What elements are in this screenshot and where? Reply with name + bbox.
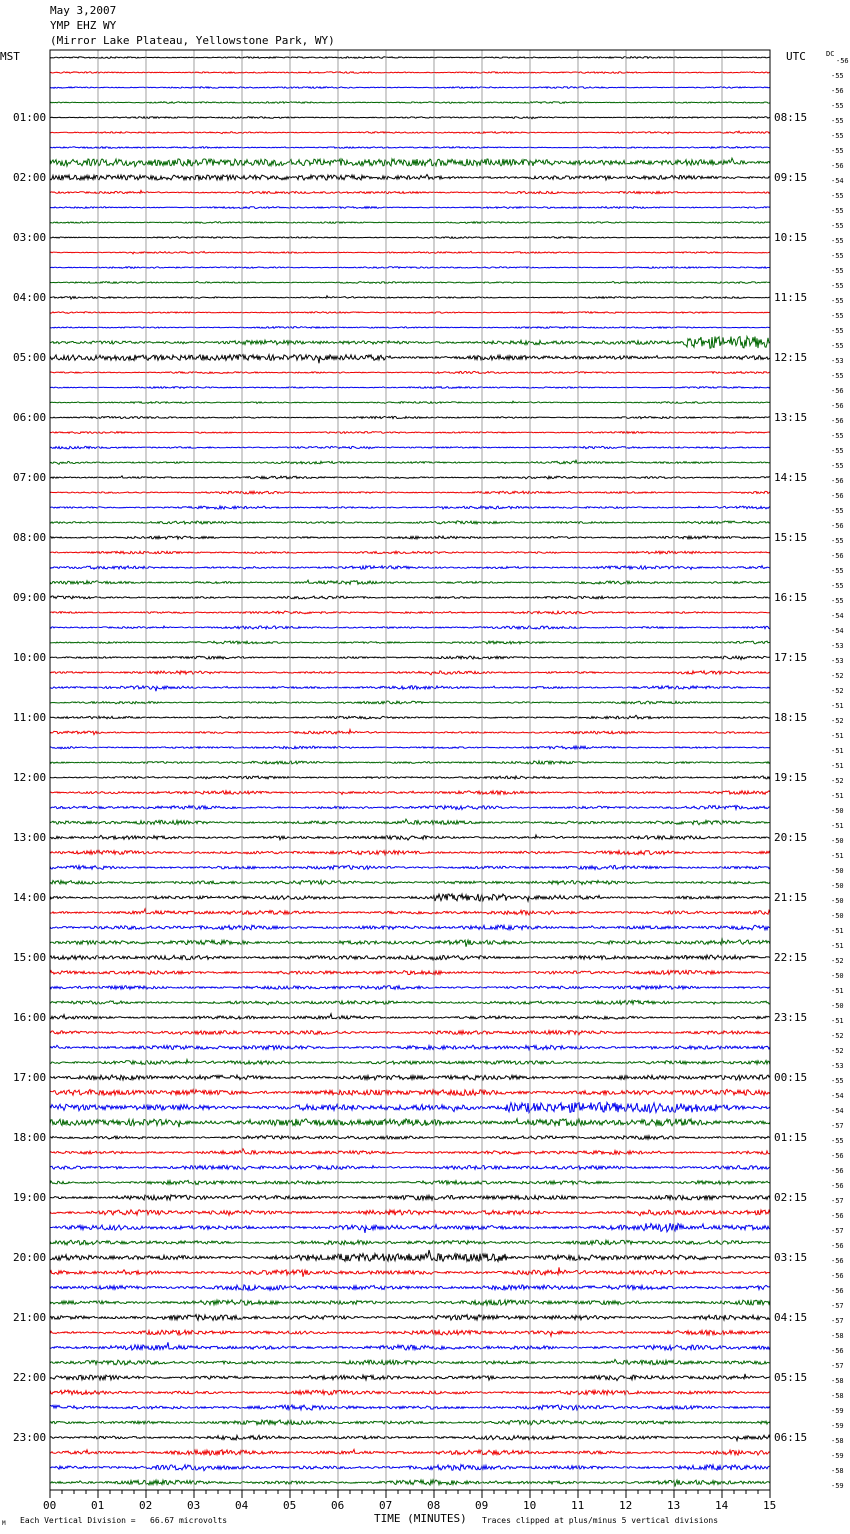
trace-18 <box>50 327 770 329</box>
trace-62 <box>50 986 770 990</box>
dc-offset-label: -51 <box>831 731 844 740</box>
left-time-label: 09:00 <box>13 590 47 604</box>
dc-offset-label: -57 <box>831 1226 844 1235</box>
dc-offset-label: -55 <box>831 446 844 455</box>
x-axis-ticks <box>50 1490 770 1498</box>
x-axis-label: TIME (MINUTES) <box>374 1512 467 1525</box>
right-time-label: 23:15 <box>774 1010 808 1024</box>
left-time-label: 19:00 <box>13 1190 47 1204</box>
right-time-label: 21:15 <box>774 890 808 904</box>
x-tick-label: 12 <box>619 1499 633 1512</box>
x-tick-label: 01 <box>91 1499 105 1512</box>
dc-offset-label: -54 <box>831 611 844 620</box>
dc-offset-label: -55 <box>831 101 844 110</box>
dc-offset-label: -55 <box>831 236 844 245</box>
dc-offset-label: -54 <box>831 1106 844 1115</box>
trace-21 <box>50 371 770 373</box>
trace-58 <box>50 925 770 930</box>
header-date: May 3,2007 <box>50 4 117 17</box>
right-time-label: 20:15 <box>774 830 808 844</box>
trace-46 <box>50 746 770 749</box>
dc-offset-label: -55 <box>831 296 844 305</box>
left-time-label: 22:00 <box>13 1370 47 1384</box>
dc-offset-label: -59 <box>831 1481 844 1490</box>
left-time-label: 16:00 <box>13 1010 47 1024</box>
seismic-traces <box>50 57 770 1487</box>
trace-16 <box>50 296 770 299</box>
dc-offset-label: -57 <box>831 1316 844 1325</box>
dc-offset-label: -50 <box>831 896 844 905</box>
left-time-label: 05:00 <box>13 350 47 364</box>
dc-offset-label: -55 <box>831 371 844 380</box>
dc-offset-label: -55 <box>831 326 844 335</box>
right-time-label: 12:15 <box>774 350 808 364</box>
right-time-label: 11:15 <box>774 290 808 304</box>
dc-offset-label: -56 <box>831 1241 844 1250</box>
left-time-label: 15:00 <box>13 950 47 964</box>
dc-offset-label: -50 <box>831 1001 844 1010</box>
dc-offset-label: -50 <box>831 881 844 890</box>
x-tick-label: 15 <box>763 1499 777 1512</box>
dc-offset-label: -59 <box>831 1406 844 1415</box>
dc-offset-label: -52 <box>831 716 844 725</box>
left-time-label: 02:00 <box>13 170 47 184</box>
scale-note: Each Vertical Division = 66.67 microvolts <box>20 1516 228 1525</box>
dc-offset-label: -52 <box>831 1031 844 1040</box>
trace-94 <box>50 1465 770 1471</box>
dc-offset-label: -56 <box>831 1166 844 1175</box>
right-time-label: 19:15 <box>774 770 808 784</box>
trace-51 <box>50 819 770 825</box>
left-time-label: 01:00 <box>13 110 47 124</box>
trace-80 <box>50 1250 770 1261</box>
minute-gridlines <box>98 50 722 1490</box>
dc-offset-label: -51 <box>831 986 844 995</box>
left-time-label: 07:00 <box>13 470 47 484</box>
trace-85 <box>50 1330 770 1336</box>
trace-75 <box>50 1180 770 1184</box>
dc-offset-label: -58 <box>831 1376 844 1385</box>
dc-offset-label: -52 <box>831 1046 844 1055</box>
trace-90 <box>50 1405 770 1410</box>
trace-67 <box>50 1060 770 1065</box>
trace-73 <box>50 1149 770 1155</box>
dc-offset-label: -56 <box>831 1286 844 1295</box>
trace-59 <box>50 938 770 947</box>
trace-82 <box>50 1285 770 1290</box>
trace-60 <box>50 955 770 960</box>
x-tick-label: 00 <box>43 1499 57 1512</box>
dc-offset-label: -55 <box>831 251 844 260</box>
right-time-label: 16:15 <box>774 590 808 604</box>
plot-frame <box>50 50 770 1490</box>
x-tick-label: 08 <box>427 1499 441 1512</box>
trace-65 <box>50 1031 770 1035</box>
dc-offset-label: -55 <box>831 1136 844 1145</box>
x-tick-label: 13 <box>667 1499 681 1512</box>
dc-offset-label: -55 <box>831 431 844 440</box>
trace-1 <box>50 71 770 73</box>
dc-offset-label: -55 <box>831 191 844 200</box>
dc-offset-label: -50 <box>831 836 844 845</box>
dc-offset-label: -57 <box>831 1361 844 1370</box>
dc-offset-label: -53 <box>831 656 844 665</box>
left-time-label: 17:00 <box>13 1070 47 1084</box>
dc-offset-label: -56 <box>831 1211 844 1220</box>
trace-3 <box>50 102 770 104</box>
trace-19 <box>50 337 770 349</box>
dc-offset-label: -51 <box>831 851 844 860</box>
dc-offset-label: -55 <box>831 506 844 515</box>
trace-79 <box>50 1240 770 1245</box>
trace-31 <box>50 521 770 524</box>
dc-offset-label: -52 <box>831 671 844 680</box>
dc-offset-label: -55 <box>831 341 844 350</box>
right-time-label: 14:15 <box>774 470 808 484</box>
dc-offset-label: -56 <box>831 401 844 410</box>
dc-offset-label: -55 <box>831 1076 844 1085</box>
dc-offset-label: -59 <box>831 1451 844 1460</box>
x-tick-label: 03 <box>187 1499 201 1512</box>
trace-29 <box>50 491 770 494</box>
dc-offset-label: -58 <box>831 1391 844 1400</box>
left-axis-title: MST <box>0 50 20 63</box>
trace-22 <box>50 387 770 389</box>
dc-offset-label: -51 <box>831 701 844 710</box>
trace-5 <box>50 131 770 134</box>
trace-32 <box>50 536 770 539</box>
trace-40 <box>50 656 770 660</box>
trace-55 <box>50 881 770 885</box>
trace-27 <box>50 460 770 464</box>
left-time-label: 03:00 <box>13 230 47 244</box>
dc-offset-label: -56 <box>831 161 844 170</box>
trace-15 <box>50 281 770 283</box>
trace-56 <box>50 894 770 901</box>
dc-offset-label: -50 <box>831 806 844 815</box>
dc-offset-label: -56 <box>831 416 844 425</box>
right-time-label: 09:15 <box>774 170 808 184</box>
dc-offset-label: -57 <box>831 1301 844 1310</box>
dc-offset-label: -56 <box>831 1256 844 1265</box>
dc-offset-label: -55 <box>831 131 844 140</box>
trace-42 <box>50 686 770 691</box>
right-time-label: 00:15 <box>774 1070 808 1084</box>
trace-43 <box>50 701 770 704</box>
trace-7 <box>50 158 770 166</box>
dc-offset-label: -55 <box>831 146 844 155</box>
dc-offset-label: -54 <box>831 176 844 185</box>
dc-offset-label: -51 <box>831 821 844 830</box>
trace-17 <box>50 312 770 314</box>
trace-24 <box>50 416 770 418</box>
trace-74 <box>50 1166 770 1170</box>
trace-50 <box>50 806 770 810</box>
trace-61 <box>50 970 770 974</box>
trace-33 <box>50 551 770 554</box>
dc-offset-label: -54 <box>831 626 844 635</box>
x-tick-label: 11 <box>571 1499 585 1512</box>
header-location: (Mirror Lake Plateau, Yellowstone Park, WY) <box>50 34 335 47</box>
right-time-label: 02:15 <box>774 1190 808 1204</box>
dc-offset-label: -55 <box>831 461 844 470</box>
dc-offset-label: -56 <box>831 1271 844 1280</box>
dc-offset-label: -55 <box>831 281 844 290</box>
trace-81 <box>50 1267 770 1277</box>
trace-45 <box>50 730 770 735</box>
trace-13 <box>50 251 770 254</box>
trace-72 <box>50 1136 770 1140</box>
trace-6 <box>50 147 770 149</box>
dc-offset-label: -51 <box>831 926 844 935</box>
right-time-label: 10:15 <box>774 230 808 244</box>
dc-offset-label: -56 <box>831 491 844 500</box>
right-time-label: 08:15 <box>774 110 808 124</box>
dc-offset-label: -56 <box>831 476 844 485</box>
dc-offset-label: -54 <box>831 1091 844 1100</box>
left-time-label: 18:00 <box>13 1130 47 1144</box>
trace-20 <box>50 355 770 364</box>
left-time-label: 13:00 <box>13 830 47 844</box>
trace-63 <box>50 1001 770 1005</box>
dc-offset-label: -58 <box>831 1436 844 1445</box>
trace-52 <box>50 835 770 840</box>
dc-offset-label: -56 <box>831 1346 844 1355</box>
dc-offset-label: -59 <box>831 1421 844 1430</box>
trace-54 <box>50 865 770 869</box>
trace-9 <box>50 191 770 194</box>
trace-48 <box>50 776 770 779</box>
trace-47 <box>50 761 770 764</box>
dc-offset-label: -52 <box>831 956 844 965</box>
left-time-label: 20:00 <box>13 1250 47 1264</box>
right-axis-title: UTC <box>786 50 806 63</box>
trace-78 <box>50 1223 770 1233</box>
trace-34 <box>50 566 770 570</box>
right-time-label: 18:15 <box>774 710 808 724</box>
dc-offset-label: -55 <box>831 311 844 320</box>
right-time-label: 01:15 <box>774 1130 808 1144</box>
right-time-label: 22:15 <box>774 950 808 964</box>
left-time-label: 21:00 <box>13 1310 47 1324</box>
trace-0 <box>50 57 770 59</box>
trace-10 <box>50 207 770 209</box>
dc-offset-label: -50 <box>831 866 844 875</box>
trace-88 <box>50 1374 770 1381</box>
right-time-label: 15:15 <box>774 530 808 544</box>
dc-offset-label: -53 <box>831 641 844 650</box>
dc-offset-label: -55 <box>831 596 844 605</box>
trace-39 <box>50 641 770 644</box>
right-time-label: 04:15 <box>774 1310 808 1324</box>
trace-2 <box>50 87 770 89</box>
trace-30 <box>50 506 770 509</box>
dc-offset-label: -55 <box>831 266 844 275</box>
dc-offset-label: -53 <box>831 356 844 365</box>
dc-offset-label: -52 <box>831 776 844 785</box>
x-tick-label: 05 <box>283 1499 297 1512</box>
right-time-label: 05:15 <box>774 1370 808 1384</box>
left-time-label: 04:00 <box>13 290 47 304</box>
trace-53 <box>50 851 770 855</box>
trace-71 <box>50 1119 770 1128</box>
trace-41 <box>50 671 770 675</box>
dc-offset-label: -56 <box>831 1181 844 1190</box>
left-time-label: 23:00 <box>13 1430 47 1444</box>
trace-44 <box>50 715 770 719</box>
dc-offset-label: -56 <box>831 86 844 95</box>
dc-label: DC <box>826 50 835 58</box>
dc-offset-label: -51 <box>831 746 844 755</box>
dc-offset-label: -55 <box>831 71 844 80</box>
trace-95 <box>50 1480 770 1487</box>
trace-76 <box>50 1195 770 1200</box>
trace-83 <box>50 1300 770 1305</box>
trace-28 <box>50 476 770 479</box>
trace-37 <box>50 611 770 614</box>
trace-77 <box>50 1210 770 1216</box>
dc-offset-label: -55 <box>831 206 844 215</box>
trace-92 <box>50 1435 770 1440</box>
trace-25 <box>50 432 770 434</box>
x-tick-label: 04 <box>235 1499 249 1512</box>
dc-offset-label: -57 <box>831 1121 844 1130</box>
dc-offset-label: -55 <box>831 566 844 575</box>
dc-offset-label: -55 <box>831 221 844 230</box>
trace-26 <box>50 446 770 449</box>
trace-4 <box>50 117 770 119</box>
trace-38 <box>50 626 770 629</box>
dc-offset-label: -51 <box>831 791 844 800</box>
x-tick-label: 02 <box>139 1499 153 1512</box>
x-tick-label: 14 <box>715 1499 729 1512</box>
right-time-label: 06:15 <box>774 1430 808 1444</box>
trace-68 <box>50 1075 770 1080</box>
trace-93 <box>50 1449 770 1455</box>
x-tick-label: 06 <box>331 1499 345 1512</box>
left-time-label: 06:00 <box>13 410 47 424</box>
trace-14 <box>50 267 770 269</box>
dc-offset-label: -57 <box>831 1196 844 1205</box>
trace-64 <box>50 1014 770 1019</box>
dc-offset-label: -53 <box>831 1061 844 1070</box>
header-station: YMP EHZ WY <box>50 19 117 32</box>
x-tick-label: 10 <box>523 1499 537 1512</box>
corner-mark: M <box>2 1520 6 1527</box>
dc-offset-label: -52 <box>831 686 844 695</box>
dc-offset-label: -50 <box>831 911 844 920</box>
dc-offset-label: -55 <box>831 116 844 125</box>
trace-69 <box>50 1089 770 1095</box>
x-tick-label: 09 <box>475 1499 489 1512</box>
dc-offset-label: -55 <box>831 536 844 545</box>
trace-36 <box>50 596 770 599</box>
left-time-label: 11:00 <box>13 710 47 724</box>
x-tick-label: 07 <box>379 1499 393 1512</box>
left-time-label: 12:00 <box>13 770 47 784</box>
right-time-label: 17:15 <box>774 650 808 664</box>
trace-66 <box>50 1045 770 1050</box>
trace-49 <box>50 791 770 795</box>
dc-offset-label: -56 <box>831 551 844 560</box>
trace-12 <box>50 237 770 239</box>
trace-11 <box>50 222 770 224</box>
clip-note: Traces clipped at plus/minus 5 vertical divisions <box>482 1516 719 1525</box>
dc-offset-label: -58 <box>831 1466 844 1475</box>
trace-70 <box>50 1103 770 1113</box>
trace-84 <box>50 1315 770 1321</box>
trace-91 <box>50 1420 770 1425</box>
dc-offset-label: -56 <box>831 1151 844 1160</box>
dc-offset-label: -58 <box>831 1331 844 1340</box>
left-time-label: 08:00 <box>13 530 47 544</box>
trace-89 <box>50 1390 770 1395</box>
dc-offset-label: -51 <box>831 1016 844 1025</box>
dc-offset-label: -55 <box>831 581 844 590</box>
right-time-label: 03:15 <box>774 1250 808 1264</box>
trace-35 <box>50 580 770 584</box>
dc-offset-label: -51 <box>831 941 844 950</box>
trace-87 <box>50 1359 770 1365</box>
dc-offset-label: -56 <box>836 56 849 65</box>
dc-offset-label: -51 <box>831 761 844 770</box>
trace-86 <box>50 1342 770 1350</box>
left-time-label: 14:00 <box>13 890 47 904</box>
trace-57 <box>50 909 770 915</box>
dc-offset-label: -56 <box>831 521 844 530</box>
dc-offset-label: -50 <box>831 971 844 980</box>
left-time-label: 10:00 <box>13 650 47 664</box>
dc-offset-label: -56 <box>831 386 844 395</box>
trace-23 <box>50 401 770 403</box>
right-time-label: 13:15 <box>774 410 808 424</box>
trace-8 <box>50 175 770 181</box>
